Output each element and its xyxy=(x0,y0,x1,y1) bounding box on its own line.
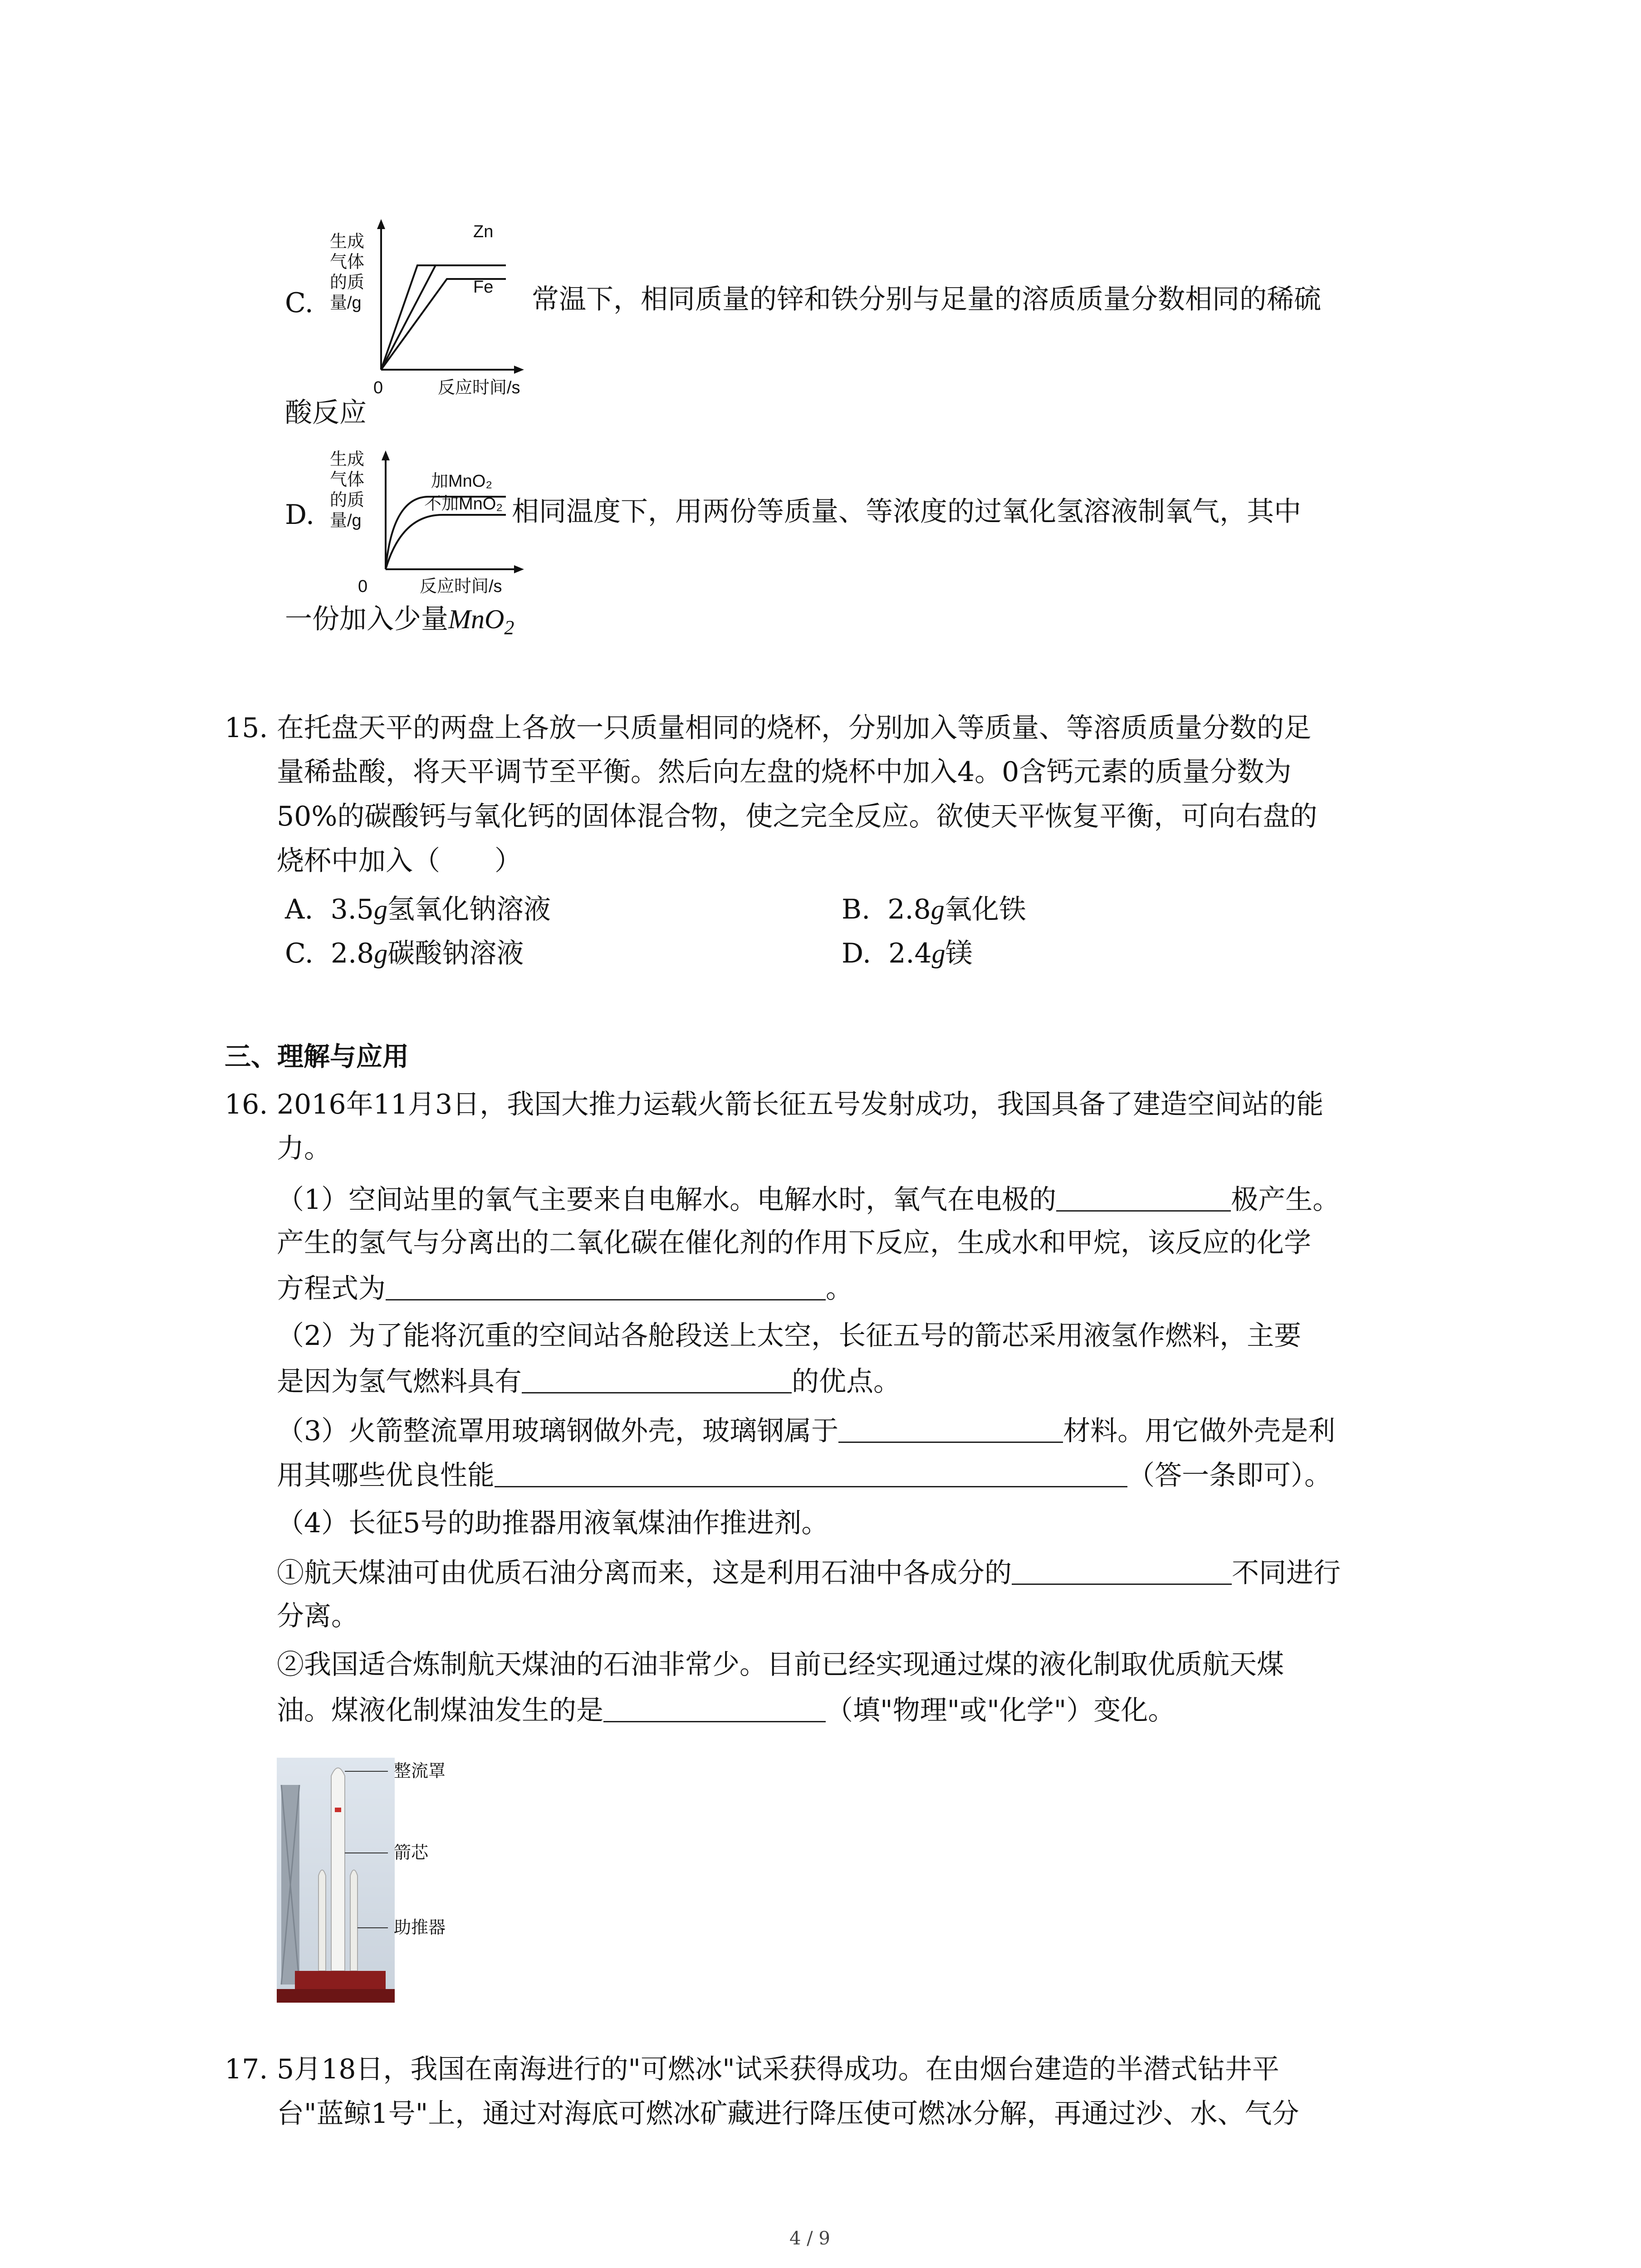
part-1-line: 产生的氢气与分离出的二氧化碳在催化剂的作用下反应，生成水和甲烷，该反应的化学 xyxy=(277,1227,1311,1259)
question-text-line: 力。 xyxy=(277,1133,331,1164)
launch-pad xyxy=(295,1971,386,1989)
question-text-line: 2016年11月3日，我国大推力运载火箭长征五号发射成功，我国具备了建造空间站的能 xyxy=(277,1089,1324,1120)
option-a: A. 3.5g氢氧化钠溶液 xyxy=(285,894,551,925)
question-number: 17. xyxy=(225,2053,268,2085)
label-core: 箭芯 xyxy=(394,1843,429,1862)
ylabel-line-2: 气体 xyxy=(330,253,365,272)
question-text-line: 量稀盐酸，将天平调节至平衡。然后向左盘的烧杯中加入4。0含钙元素的质量分数为 xyxy=(277,756,1292,788)
x-axis-arrow xyxy=(514,366,524,374)
part-4-line: （4）长征5号的助推器用液氧煤油作推进剂。 xyxy=(277,1507,829,1539)
answer-blank[interactable] xyxy=(522,1367,792,1393)
ylabel-line-1: 生成 xyxy=(330,232,365,251)
ylabel-line-4: 量/g xyxy=(330,293,362,313)
label-fairing: 整流罩 xyxy=(394,1762,446,1781)
answer-blank[interactable] xyxy=(386,1274,826,1300)
booster-right xyxy=(350,1870,358,1971)
series-label-without-mno2: 不加MnO₂ xyxy=(424,494,503,513)
option-c: C. 2.8g碳酸钠溶液 xyxy=(285,938,524,969)
ylabel-line-3: 的质 xyxy=(330,273,365,292)
answer-blank[interactable] xyxy=(1056,1185,1231,1212)
rocket-figure xyxy=(277,1758,513,2003)
y-axis-arrow xyxy=(377,219,385,229)
part-3-line: （3）火箭整流罩用玻璃钢做外壳，玻璃钢属于 材料。用它做外壳是利 xyxy=(277,1415,1336,1447)
sub-1-line: ①航天煤油可由优质石油分离而来，这是利用石油中各成分的 不同进行 xyxy=(277,1557,1341,1589)
question-number: 16. xyxy=(225,1089,268,1120)
option-b: B. 2.8g氧化铁 xyxy=(842,894,1026,925)
sub-1-line: 分离。 xyxy=(277,1600,358,1632)
option-c-text-1: 常温下，相同质量的锌和铁分别与足量的溶质质量分数相同的稀硫 xyxy=(532,284,1321,315)
question-text-line: 在托盘天平的两盘上各放一只质量相同的烧杯，分别加入等质量、等溶质质量分数的足 xyxy=(277,712,1311,744)
answer-blank[interactable] xyxy=(495,1461,1127,1487)
x-axis-arrow xyxy=(514,565,524,573)
ylabel-line-2: 气体 xyxy=(330,470,365,489)
question-number: 15. xyxy=(225,712,268,744)
option-c-text-2: 酸反应 xyxy=(285,397,367,429)
option-d-text-1: 相同温度下，用两份等质量、等浓度的过氧化氢溶液制氧气，其中 xyxy=(512,496,1301,528)
option-d-label: D. xyxy=(285,499,315,531)
question-text-line: 烧杯中加入（ ） xyxy=(277,845,522,877)
ylabel-line-4: 量/g xyxy=(330,511,362,530)
series-label-zn: Zn xyxy=(473,222,494,241)
y-axis-arrow xyxy=(382,450,390,460)
part-1-line: 方程式为 。 xyxy=(277,1273,853,1305)
origin-label: 0 xyxy=(373,378,383,397)
booster-left xyxy=(318,1870,326,1971)
origin-label: 0 xyxy=(358,577,368,596)
mno2-chart xyxy=(329,447,529,601)
fairing-and-core xyxy=(331,1768,345,1971)
page-number: 4 / 9 xyxy=(789,2228,830,2249)
sub-2-line: ②我国适合炼制航天煤油的石油非常少。目前已经实现通过煤的液化制取优质航天煤 xyxy=(277,1649,1284,1681)
answer-blank[interactable] xyxy=(603,1696,826,1722)
answer-blank[interactable] xyxy=(838,1416,1063,1443)
series-label-with-mno2: 加MnO₂ xyxy=(431,472,493,491)
option-d-text-2: 一份加入少量MnO$_2$ xyxy=(285,603,514,639)
question-text-line: 50%的碳酸钙与氧化钙的固体混合物，使之完全反应。欲使天平恢复平衡，可向右盘的 xyxy=(277,801,1318,832)
without-mno2-curve xyxy=(386,515,506,569)
part-2-line: 是因为氢气燃料具有 的优点。 xyxy=(277,1366,901,1398)
answer-blank[interactable] xyxy=(1012,1558,1232,1585)
sub-2-line: 油。煤液化制煤油发生的是 （填"物理"或"化学"）变化。 xyxy=(277,1695,1176,1726)
section-title: 三、理解与应用 xyxy=(225,1041,409,1072)
ylabel-line-3: 的质 xyxy=(330,491,365,510)
part-3-line: 用其哪些优良性能 （答一条即可）。 xyxy=(277,1460,1332,1491)
flag-mark xyxy=(335,1808,341,1812)
series-label-fe: Fe xyxy=(473,278,494,297)
option-c-label: C. xyxy=(285,287,314,319)
zn-fe-chart xyxy=(329,215,529,397)
option-d: D. 2.4g镁 xyxy=(842,938,973,969)
xlabel: 反应时间/s xyxy=(438,378,520,397)
label-booster: 助推器 xyxy=(394,1918,446,1937)
question-text-line: 5月18日，我国在南海进行的"可燃冰"试采获得成功。在由烟台建造的半潜式钻井平 xyxy=(277,2053,1279,2085)
question-text-line: 台"蓝鲸1号"上，通过对海底可燃冰矿藏进行降压使可燃冰分解，再通过沙、水、气分 xyxy=(277,2098,1299,2130)
ylabel-line-1: 生成 xyxy=(330,450,365,469)
part-1-line: （1）空间站里的氧气主要来自电解水。电解水时，氧气在电极的 极产生。 xyxy=(277,1184,1340,1216)
xlabel: 反应时间/s xyxy=(420,577,502,596)
part-2-line: （2）为了能将沉重的空间站各舱段送上太空，长征五号的箭芯采用液氢作燃料，主要 xyxy=(277,1320,1302,1352)
